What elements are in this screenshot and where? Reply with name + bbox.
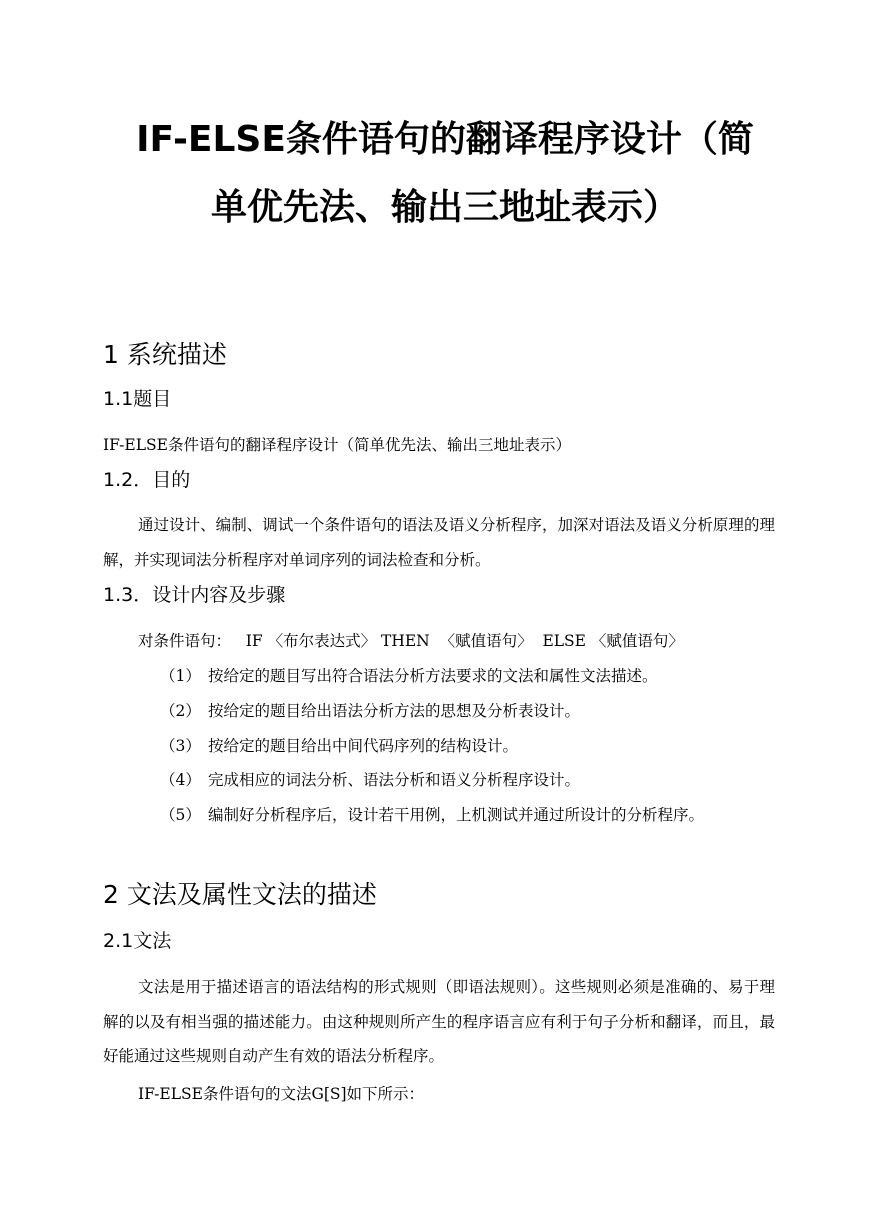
grammar-intro: IF-ELSE条件语句的文法G[S]如下所示： xyxy=(138,1085,425,1103)
step-item xyxy=(160,664,658,688)
document-title-line2: 单优先法、输出三地址表示） xyxy=(210,187,679,228)
condition-statement: 对条件语句： IF 〈布尔表达式〉 THEN 〈赋值语句〉 ELSE 〈赋值语句〉 xyxy=(138,632,684,650)
section1-1-heading: 1.1题目 xyxy=(103,388,172,410)
step-number: （5） xyxy=(160,806,201,824)
step-item xyxy=(160,768,580,792)
step-item xyxy=(160,734,518,758)
section2-1-paragraph: 文法是用于描述语言的语法结构的形式规则（即语法规则）。这些规则必须是准确的、易于理解的以及有相当强的描述能力。由这种规则所产生的程序语言应有利于句子分析和翻译，而且，最好能通过这些规则自动产生有效的语法分析程序。 xyxy=(103,978,775,1065)
step-text: 按给定的题目给出语法分析方法的思想及分析表设计。 xyxy=(208,702,581,720)
section1-1-text: IF-ELSE条件语句的翻译程序设计（简单优先法、输出三地址表示） xyxy=(103,436,571,454)
section1-2-heading: 1.2．目的 xyxy=(103,469,191,491)
document-title-line1: IF-ELSE条件语句的翻译程序设计（简 xyxy=(136,119,754,160)
section2-heading: 2 文法及属性文法的描述 xyxy=(103,880,377,909)
section1-heading: 1 系统描述 xyxy=(103,340,227,369)
step-text: 按给定的题目写出符合语法分析方法要求的文法和属性文法描述。 xyxy=(208,667,658,685)
step-number: （2） xyxy=(160,702,201,720)
step-text: 完成相应的词法分析、语法分析和语义分析程序设计。 xyxy=(208,771,581,789)
step-number: （3） xyxy=(160,737,201,755)
step-text: 按给定的题目给出中间代码序列的结构设计。 xyxy=(208,737,519,755)
step-item xyxy=(160,699,580,723)
step-number: （4） xyxy=(160,771,201,789)
section1-3-heading: 1.3．设计内容及步骤 xyxy=(103,584,286,606)
step-item xyxy=(160,803,704,827)
step-text: 编制好分析程序后，设计若干用例，上机测试并通过所设计的分析程序。 xyxy=(208,806,705,824)
section2-1-heading: 2.1文法 xyxy=(103,930,172,952)
step-number: （1） xyxy=(160,667,201,685)
section1-2-paragraph: 通过设计、编制、调试一个条件语句的语法及语义分析程序，加深对语法及语义分析原理的理解，并实现词法分析程序对单词序列的词法检查和分析。 xyxy=(103,516,775,569)
